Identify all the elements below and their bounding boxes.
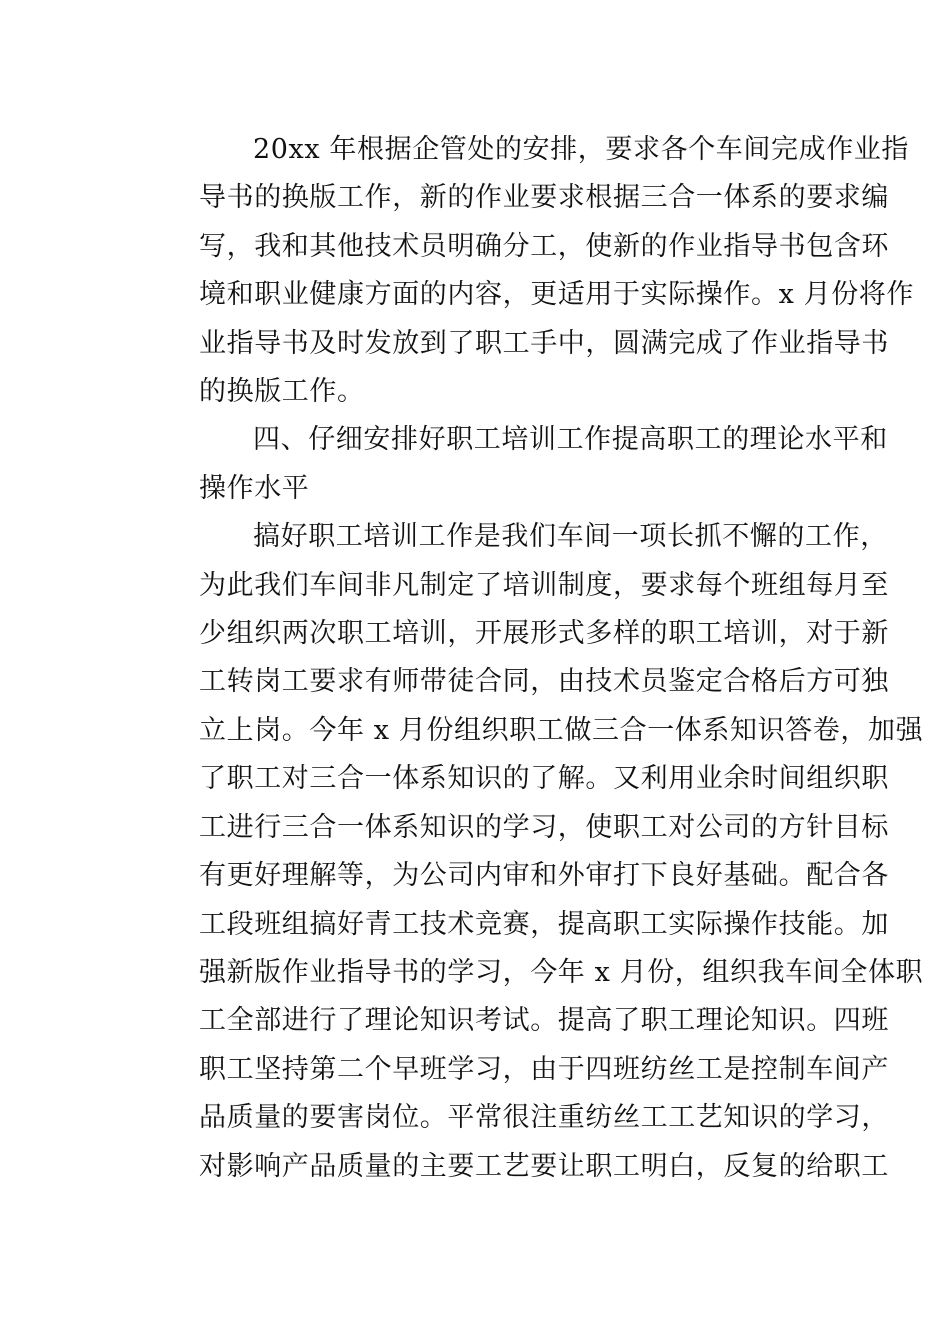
text-line: 有更好理解等，为公司内审和外审打下良好基础。配合各 <box>199 860 889 892</box>
text-line: 工转岗工要求有师带徒合同，由技术员鉴定合格后方可独 <box>199 666 889 698</box>
text-line: 立上岗。今年 x 月份组织职工做三合一体系知识答卷，加强 <box>199 714 924 746</box>
text-line: 工段班组搞好青工技术竞赛，提高职工实际操作技能。加 <box>199 908 889 940</box>
text-line: 四、仔细安排好职工培训工作提高职工的理论水平和 <box>253 424 888 456</box>
text-line: 少组织两次职工培训，开展形式多样的职工培训，对于新 <box>199 618 889 650</box>
text-line: 了职工对三合一体系知识的了解。又利用业余时间组织职 <box>199 763 889 795</box>
text-line: 为此我们车间非凡制定了培训制度，要求每个班组每月至 <box>199 569 889 601</box>
text-line: 境和职业健康方面的内容，更适用于实际操作。x 月份将作 <box>199 279 915 311</box>
text-line: 职工坚持第二个早班学习，由于四班纺丝工是控制车间产 <box>199 1053 889 1085</box>
text-line: 品质量的要害岗位。平常很注重纺丝工工艺知识的学习， <box>199 1102 889 1134</box>
paragraph-2 <box>145 513 924 1191</box>
text-line: 强新版作业指导书的学习，今年 x 月份，组织我车间全体职 <box>199 956 924 988</box>
section-heading-4 <box>145 416 888 513</box>
document-body <box>145 126 924 1191</box>
text-line: 的换版工作。 <box>199 376 365 408</box>
text-line: 工全部进行了理论知识考试。提高了职工理论知识。四班 <box>199 1005 889 1037</box>
text-line: 操作水平 <box>199 472 310 504</box>
text-line: 搞好职工培训工作是我们车间一项长抓不懈的工作， <box>253 521 888 553</box>
paragraph-1 <box>145 126 915 416</box>
text-line: 对影响产品质量的主要工艺要让职工明白，反复的给职工 <box>199 1150 889 1182</box>
text-line: 写，我和其他技术员明确分工，使新的作业指导书包含环 <box>199 230 889 262</box>
text-line: 工进行三合一体系知识的学习，使职工对公司的方针目标 <box>199 811 889 843</box>
text-line: 业指导书及时发放到了职工手中，圆满完成了作业指导书 <box>199 327 889 359</box>
text-line: 导书的换版工作，新的作业要求根据三合一体系的要求编 <box>199 182 889 214</box>
text-line: 20xx 年根据企管处的安排，要求各个车间完成作业指 <box>253 134 909 165</box>
